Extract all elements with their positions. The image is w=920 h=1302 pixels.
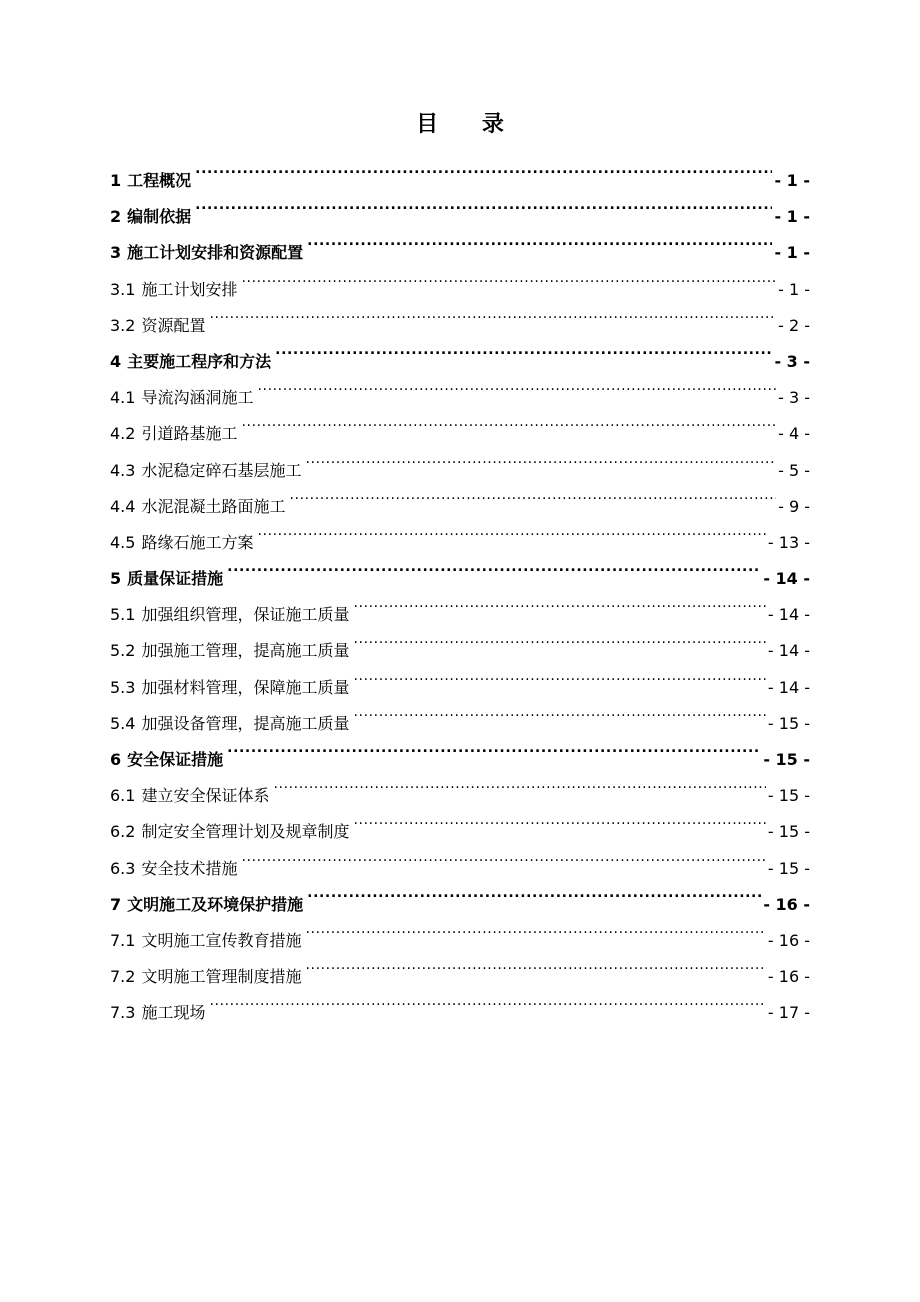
toc-entry-page: - 16 -: [763, 894, 810, 914]
toc-entry-number: 4.5: [110, 532, 136, 552]
toc-entry-title: 水泥稳定碎石基层施工: [141, 460, 302, 480]
toc-dot-leader: [305, 910, 765, 946]
toc-entry-page: - 1 -: [774, 171, 810, 190]
toc-entry-page: - 13 -: [767, 532, 810, 552]
toc-entry-title: 施工现场: [141, 1003, 206, 1023]
toc-entry-number: 6.2: [110, 822, 136, 842]
toc-entry-number: 3: [110, 243, 122, 263]
table-of-contents: [110, 150, 810, 1023]
toc-dot-leader: [241, 403, 776, 439]
toc-entry-page: - 1 -: [778, 279, 810, 299]
toc-entry-title: 建立安全保证体系: [141, 786, 270, 806]
toc-dot-leader: [209, 982, 765, 1018]
toc-entry-page: - 15 -: [763, 750, 810, 769]
toc-dot-leader: [275, 331, 772, 367]
toc-dot-leader: [227, 548, 761, 584]
toc-entry-number: 5.2: [110, 641, 136, 661]
toc-entry-3[interactable]: [110, 222, 810, 263]
toc-entry-2[interactable]: [110, 186, 810, 227]
toc-entry-4[interactable]: [110, 331, 810, 371]
toc-entry-7-3[interactable]: [110, 982, 810, 1023]
toc-dot-leader: [241, 259, 776, 295]
toc-dot-leader: [227, 729, 761, 765]
toc-entry-title: 安全保证措施: [127, 750, 224, 769]
toc-dot-leader: [353, 801, 765, 837]
toc-entry-page: - 2 -: [778, 315, 810, 335]
toc-entry-number: 5.4: [110, 713, 136, 733]
toc-entry-title: 制定安全管理计划及规章制度: [141, 822, 350, 842]
toc-entry-number: 6: [110, 750, 122, 769]
toc-dot-leader: [353, 620, 765, 656]
toc-entry-page: - 16 -: [767, 967, 810, 987]
toc-entry-number: 4.3: [110, 460, 136, 480]
toc-entry-title: 文明施工管理制度措施: [141, 967, 302, 987]
toc-entry-number: 7.1: [110, 930, 136, 950]
toc-entry-number: 7.2: [110, 967, 136, 987]
toc-entry-1[interactable]: [110, 150, 810, 190]
toc-entry-title: 主要施工程序和方法: [127, 351, 272, 371]
toc-dot-leader: [353, 584, 765, 620]
toc-entry-page: - 15 -: [767, 786, 810, 806]
toc-entry-page: - 15 -: [767, 858, 810, 878]
toc-entry-title: 水泥混凝土路面施工: [141, 496, 286, 516]
toc-entry-page: - 1 -: [774, 207, 810, 227]
toc-entry-number: 4.1: [110, 388, 136, 408]
toc-dot-leader: [353, 693, 765, 729]
toc-entry-title: 安全技术措施: [141, 858, 238, 878]
toc-entry-number: 2: [110, 207, 122, 227]
toc-entry-title: 加强设备管理，提高施工质量: [141, 713, 350, 733]
toc-entry-page: - 16 -: [767, 930, 810, 950]
toc-entry-number: 6.1: [110, 786, 136, 806]
toc-entry-title: 加强施工管理，提高施工质量: [141, 641, 350, 661]
toc-dot-leader: [305, 440, 776, 476]
toc-dot-leader: [209, 295, 776, 331]
toc-entry-page: - 15 -: [767, 713, 810, 733]
toc-entry-title: 文明施工宣传教育措施: [141, 930, 302, 950]
toc-entry-page: - 3 -: [774, 351, 810, 371]
toc-entry-title: 加强组织管理，保证施工质量: [141, 605, 350, 625]
toc-entry-number: 4.4: [110, 496, 136, 516]
toc-entry-title: 资源配置: [141, 315, 206, 335]
toc-entry-page: - 3 -: [778, 388, 810, 408]
toc-entry-number: 5.3: [110, 677, 136, 697]
toc-entry-title: 质量保证措施: [127, 569, 224, 589]
toc-entry-title: 工程概况: [127, 171, 192, 190]
toc-dot-leader: [241, 838, 765, 874]
toc-entry-page: - 17 -: [767, 1003, 810, 1023]
toc-entry-page: - 14 -: [767, 641, 810, 661]
toc-entry-number: 6.3: [110, 858, 136, 878]
toc-entry-title: 引道路基施工: [141, 424, 238, 444]
toc-entry-title: 施工计划安排: [141, 279, 238, 299]
toc-dot-leader: [289, 476, 776, 512]
toc-entry-3-2[interactable]: [110, 295, 810, 335]
toc-entry-title: 施工计划安排和资源配置: [127, 243, 304, 263]
toc-dot-leader: [305, 946, 765, 982]
toc-dot-leader: [307, 222, 772, 258]
toc-entry-number: 7.3: [110, 1003, 136, 1023]
toc-entry-page: - 14 -: [767, 677, 810, 697]
toc-entry-page: - 4 -: [778, 424, 810, 444]
toc-entry-title: 编制依据: [127, 207, 192, 227]
toc-entry-page: - 1 -: [774, 243, 810, 263]
toc-dot-leader: [273, 765, 765, 801]
toc-entry-number: 4: [110, 351, 122, 371]
toc-entry-title: 文明施工及环境保护措施: [127, 894, 304, 914]
toc-entry-number: 7: [110, 894, 122, 914]
toc-dot-leader: [257, 367, 776, 403]
toc-entry-number: 1: [110, 171, 122, 190]
toc-entry-page: - 9 -: [778, 496, 810, 516]
toc-entry-page: - 14 -: [767, 605, 810, 625]
toc-entry-number: 3.2: [110, 315, 136, 335]
toc-entry-number: 5: [110, 569, 122, 589]
toc-dot-leader: [195, 150, 772, 186]
toc-entry-page: - 5 -: [778, 460, 810, 480]
toc-entry-page: - 15 -: [767, 822, 810, 842]
toc-entry-number: 4.2: [110, 424, 136, 444]
toc-dot-leader: [353, 657, 765, 693]
toc-entry-title: 加强材料管理，保障施工质量: [141, 677, 350, 697]
toc-entry-number: 3.1: [110, 279, 136, 299]
toc-dot-leader: [195, 186, 772, 222]
toc-entry-number: 5.1: [110, 605, 136, 625]
toc-dot-leader: [307, 874, 761, 910]
page-title: 目 录: [416, 112, 522, 137]
toc-entry-title: 导流沟涵洞施工: [141, 388, 254, 408]
toc-dot-leader: [257, 512, 765, 548]
toc-entry-title: 路缘石施工方案: [141, 532, 254, 552]
toc-entry-page: - 14 -: [763, 569, 810, 589]
